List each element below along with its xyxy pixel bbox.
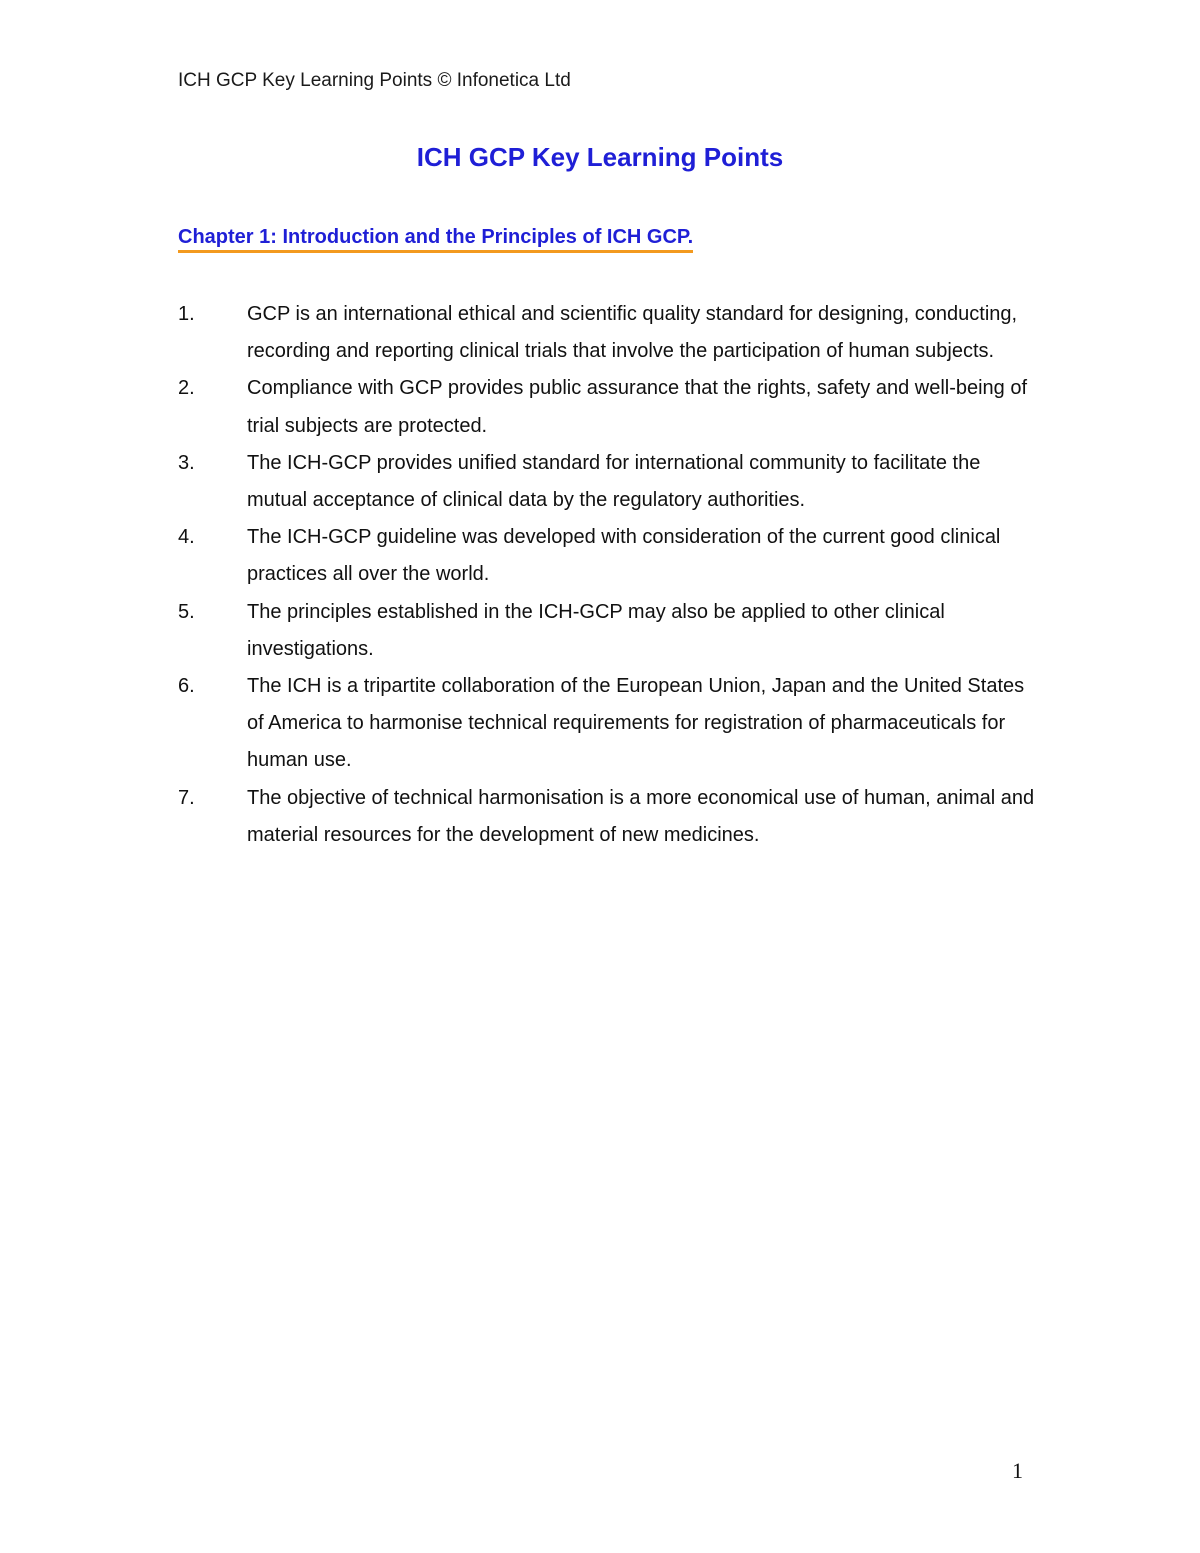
document-title: ICH GCP Key Learning Points [416,142,784,172]
point-text: The ICH is a tripartite collaboration of the European Union, Japan and the United States of America to harmonise technical requirements for registration of pharmaceuticals for human use. [247,675,1025,772]
point-number: 7. [178,786,195,809]
key-point-5 [178,594,1038,668]
key-point-1 [178,296,1038,370]
point-text: The principles established in the ICH-GCP may also be applied to other clinical investigations. [247,600,945,660]
point-number: 4. [178,526,195,549]
key-point-4 [178,519,1038,593]
page-number: 1 [1012,1458,1023,1483]
point-number: 6. [178,675,195,698]
point-number: 3. [178,451,195,474]
key-point-6 [178,668,1038,780]
point-text: The ICH-GCP guideline was developed with consideration of the current good clinical practices all over the world. [247,526,1001,586]
chapter-heading: Chapter 1: Introduction and the Principles of ICH GCP. [178,226,693,253]
point-text: GCP is an international ethical and scientific quality standard for designing, conducting, recording and reporting clinical trials that involve the participation of human subjects. [247,303,1018,363]
key-point-2 [178,370,1038,444]
running-header: ICH GCP Key Learning Points © Infonetica Ltd [178,70,571,91]
key-points-list [178,296,1038,854]
point-number: 1. [178,303,195,325]
key-point-7 [178,780,1038,854]
point-number: 5. [178,600,195,623]
point-number: 2. [178,377,195,400]
point-text: The objective of technical harmonisation is a more economical use of human, animal and material resources for the development of new medicines. [247,786,1035,846]
point-text: The ICH-GCP provides unified standard for international community to facilitate the mutual acceptance of clinical data by the regulatory authorities. [247,451,981,512]
key-point-3 [178,445,1038,519]
point-text: Compliance with GCP provides public assurance that the rights, safety and well-being of trial subjects are protected. [247,377,1028,437]
